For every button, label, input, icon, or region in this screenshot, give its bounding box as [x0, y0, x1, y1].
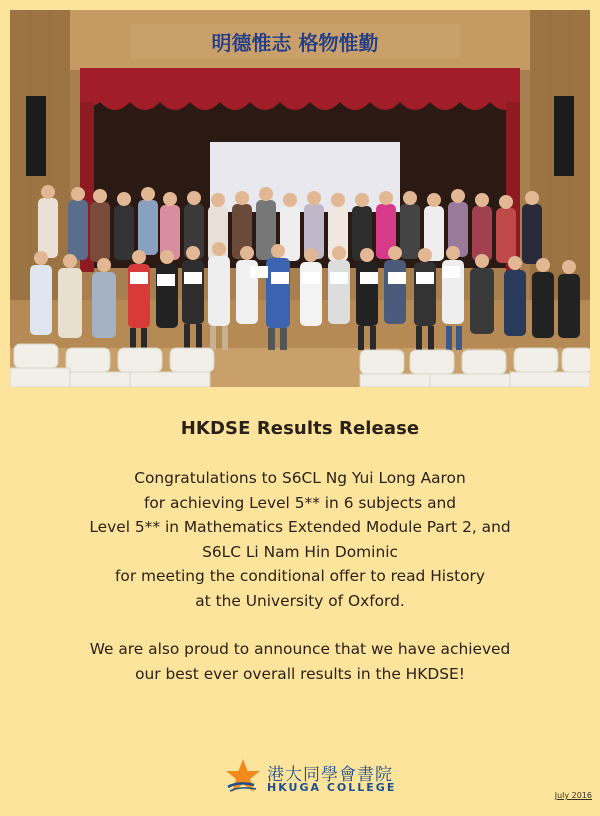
headline: HKDSE Results Release — [180, 418, 420, 439]
group-photo — [10, 10, 590, 387]
star-logo-icon — [224, 757, 262, 795]
announcement-line: our best ever overall results in the HKDSE! — [135, 664, 465, 683]
announcement-line: Level 5** in Mathematics Extended Module Part 2, and — [89, 518, 511, 536]
school-name-chinese: 港大同學會書院 — [267, 765, 393, 785]
announcement-line: for meeting the conditional offer to read History — [115, 567, 485, 585]
announcement-line: for achieving Level 5** in 6 subjects and — [143, 493, 457, 512]
banner-text: 明德惟志 格物惟勤 — [211, 31, 379, 55]
paragraph-gap — [20, 613, 580, 637]
announcement-line: We are also proud to announce that we have achieved — [89, 640, 511, 658]
school-name-english: HKUGA COLLEGE — [267, 781, 397, 794]
school-logo — [224, 757, 397, 797]
announcement-line: S6LC Li Nam Hin Dominic — [202, 542, 398, 561]
announcement-line: at the University of Oxford. — [195, 591, 405, 610]
announcement-line: Congratulations to S6CL Ng Yui Long Aaron — [134, 469, 466, 487]
date-label: July 2016 — [554, 791, 592, 800]
announcement-text — [20, 466, 580, 686]
